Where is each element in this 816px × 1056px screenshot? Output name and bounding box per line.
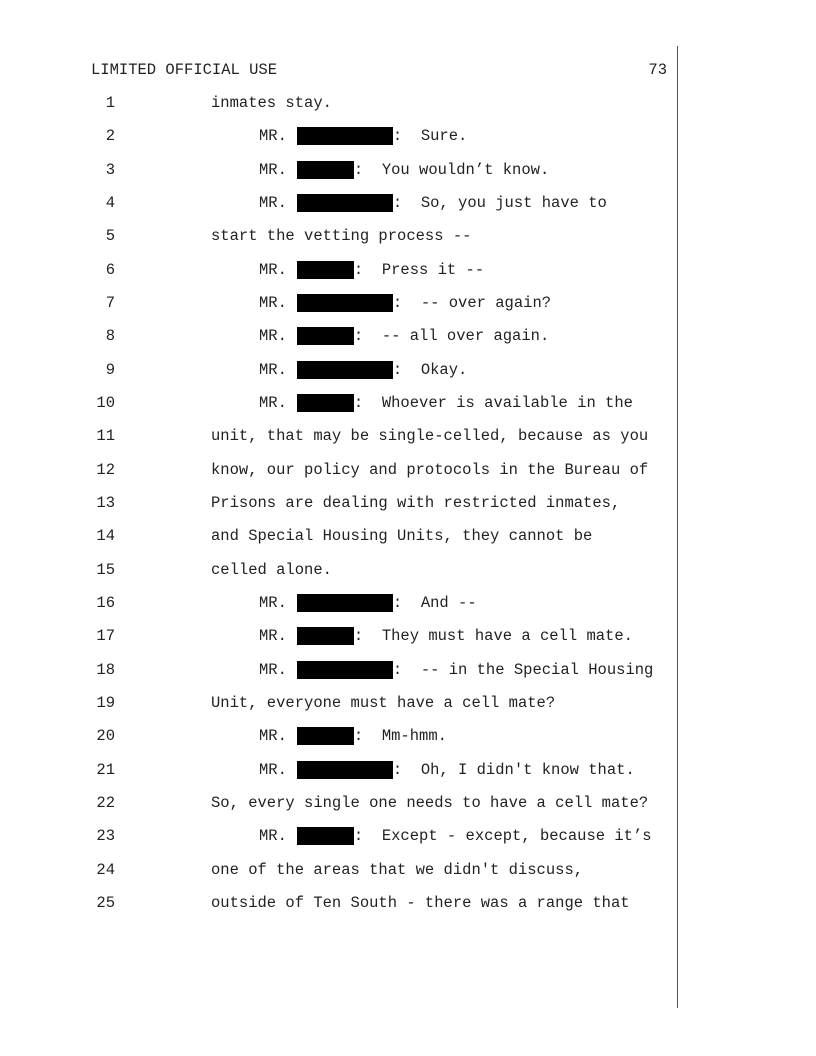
speech-text: Press it -- <box>363 260 485 279</box>
line-number: 21 <box>96 760 115 779</box>
redaction-box <box>297 594 393 612</box>
speech-text: -- in the Special Housing <box>402 660 654 679</box>
speaker-prefix: MR. <box>259 160 287 179</box>
line-number: 14 <box>96 527 115 546</box>
speaker-prefix: MR. <box>259 260 287 279</box>
line-text: start the vetting process -- <box>211 227 472 246</box>
line-number: 24 <box>96 860 115 879</box>
line-number: 22 <box>96 793 115 812</box>
line-number: 23 <box>96 827 115 846</box>
page-number: 73 <box>648 61 667 79</box>
line-text: So, every single one needs to have a cell mate? <box>211 793 649 812</box>
redaction-box <box>297 761 393 779</box>
line-number: 15 <box>96 560 115 579</box>
speaker-line <box>259 661 653 679</box>
redaction-box <box>297 194 393 212</box>
line-number: 13 <box>96 493 115 512</box>
speaker-colon: : <box>353 627 364 646</box>
speaker-line <box>259 394 633 412</box>
speaker-prefix: MR. <box>259 627 287 646</box>
speaker-prefix: MR. <box>259 293 287 312</box>
speaker-line <box>259 594 477 612</box>
speaker-prefix: MR. <box>259 360 287 379</box>
line-number: 12 <box>96 460 115 479</box>
line-number: 18 <box>96 660 115 679</box>
line-number: 9 <box>105 360 115 379</box>
line-number: 7 <box>105 293 115 312</box>
speaker-line <box>259 194 607 212</box>
redaction-box <box>297 161 354 179</box>
speaker-prefix: MR. <box>259 127 287 146</box>
redaction-box <box>297 727 354 745</box>
speaker-colon: : <box>353 727 364 746</box>
speaker-prefix: MR. <box>259 660 287 679</box>
right-margin-rule <box>677 46 678 1008</box>
redaction-box <box>297 261 354 279</box>
speaker-colon: : <box>353 160 364 179</box>
redaction-box <box>297 661 393 679</box>
speech-text: Sure. <box>402 127 468 146</box>
speaker-colon: : <box>353 393 364 412</box>
speaker-colon: : <box>353 260 364 279</box>
speaker-line <box>259 261 484 279</box>
line-number: 1 <box>105 94 115 112</box>
line-number: 11 <box>96 427 115 446</box>
speech-text: -- over again? <box>402 293 552 312</box>
speaker-colon: : <box>392 760 403 779</box>
line-number: 20 <box>96 727 115 746</box>
speaker-colon: : <box>392 127 403 146</box>
speaker-prefix: MR. <box>259 393 287 412</box>
line-text: one of the areas that we didn't discuss, <box>211 860 584 879</box>
speaker-colon: : <box>353 827 364 846</box>
line-number: 6 <box>105 260 115 279</box>
speaker-line <box>259 761 635 779</box>
speaker-line <box>259 727 447 745</box>
speaker-colon: : <box>392 293 403 312</box>
line-text: inmates stay. <box>211 94 332 112</box>
line-number: 16 <box>96 593 115 612</box>
speaker-line <box>259 827 652 845</box>
speaker-line <box>259 627 633 645</box>
speaker-line <box>259 327 549 345</box>
speaker-line <box>259 161 549 179</box>
speaker-colon: : <box>392 360 403 379</box>
speaker-line <box>259 127 467 145</box>
line-number: 25 <box>96 893 115 912</box>
speech-text: -- all over again. <box>363 327 550 346</box>
speaker-line <box>259 294 551 312</box>
line-number: 5 <box>105 227 115 246</box>
line-text: celled alone. <box>211 560 332 579</box>
line-number: 4 <box>105 193 115 212</box>
speaker-colon: : <box>392 593 403 612</box>
speech-text: Except - except, because it’s <box>363 827 652 846</box>
speech-text: And -- <box>402 593 477 612</box>
line-number: 3 <box>105 160 115 179</box>
speech-text: Okay. <box>402 360 468 379</box>
line-text: and Special Housing Units, they cannot be <box>211 527 593 546</box>
speech-text: You wouldn’t know. <box>363 160 550 179</box>
redaction-box <box>297 394 354 412</box>
speaker-colon: : <box>353 327 364 346</box>
classification-header: LIMITED OFFICIAL USE <box>91 61 278 79</box>
line-number: 8 <box>105 327 115 346</box>
line-number: 2 <box>105 127 115 146</box>
redaction-box <box>297 327 354 345</box>
line-text: unit, that may be single-celled, because as you <box>211 427 649 446</box>
redaction-box <box>297 361 393 379</box>
speech-text: They must have a cell mate. <box>363 627 633 646</box>
line-text: Prisons are dealing with restricted inmates, <box>211 493 621 512</box>
speech-text: Mm-hmm. <box>363 727 447 746</box>
line-text: outside of Ten South - there was a range that <box>211 893 630 912</box>
redaction-box <box>297 827 354 845</box>
speech-text: Whoever is available in the <box>363 393 633 412</box>
speaker-prefix: MR. <box>259 593 287 612</box>
redaction-box <box>297 127 393 145</box>
speaker-prefix: MR. <box>259 327 287 346</box>
line-text: Unit, everyone must have a cell mate? <box>211 693 556 712</box>
speaker-prefix: MR. <box>259 760 287 779</box>
speaker-prefix: MR. <box>259 827 287 846</box>
line-number: 10 <box>96 393 115 412</box>
line-number: 19 <box>96 693 115 712</box>
speaker-prefix: MR. <box>259 193 287 212</box>
speaker-colon: : <box>392 660 403 679</box>
speaker-colon: : <box>392 193 403 212</box>
speaker-line <box>259 361 467 379</box>
redaction-box <box>297 627 354 645</box>
speech-text: So, you just have to <box>402 193 607 212</box>
line-number: 17 <box>96 627 115 646</box>
speech-text: Oh, I didn't know that. <box>402 760 635 779</box>
line-text: know, our policy and protocols in the Bureau of <box>211 460 649 479</box>
speaker-prefix: MR. <box>259 727 287 746</box>
redaction-box <box>297 294 393 312</box>
